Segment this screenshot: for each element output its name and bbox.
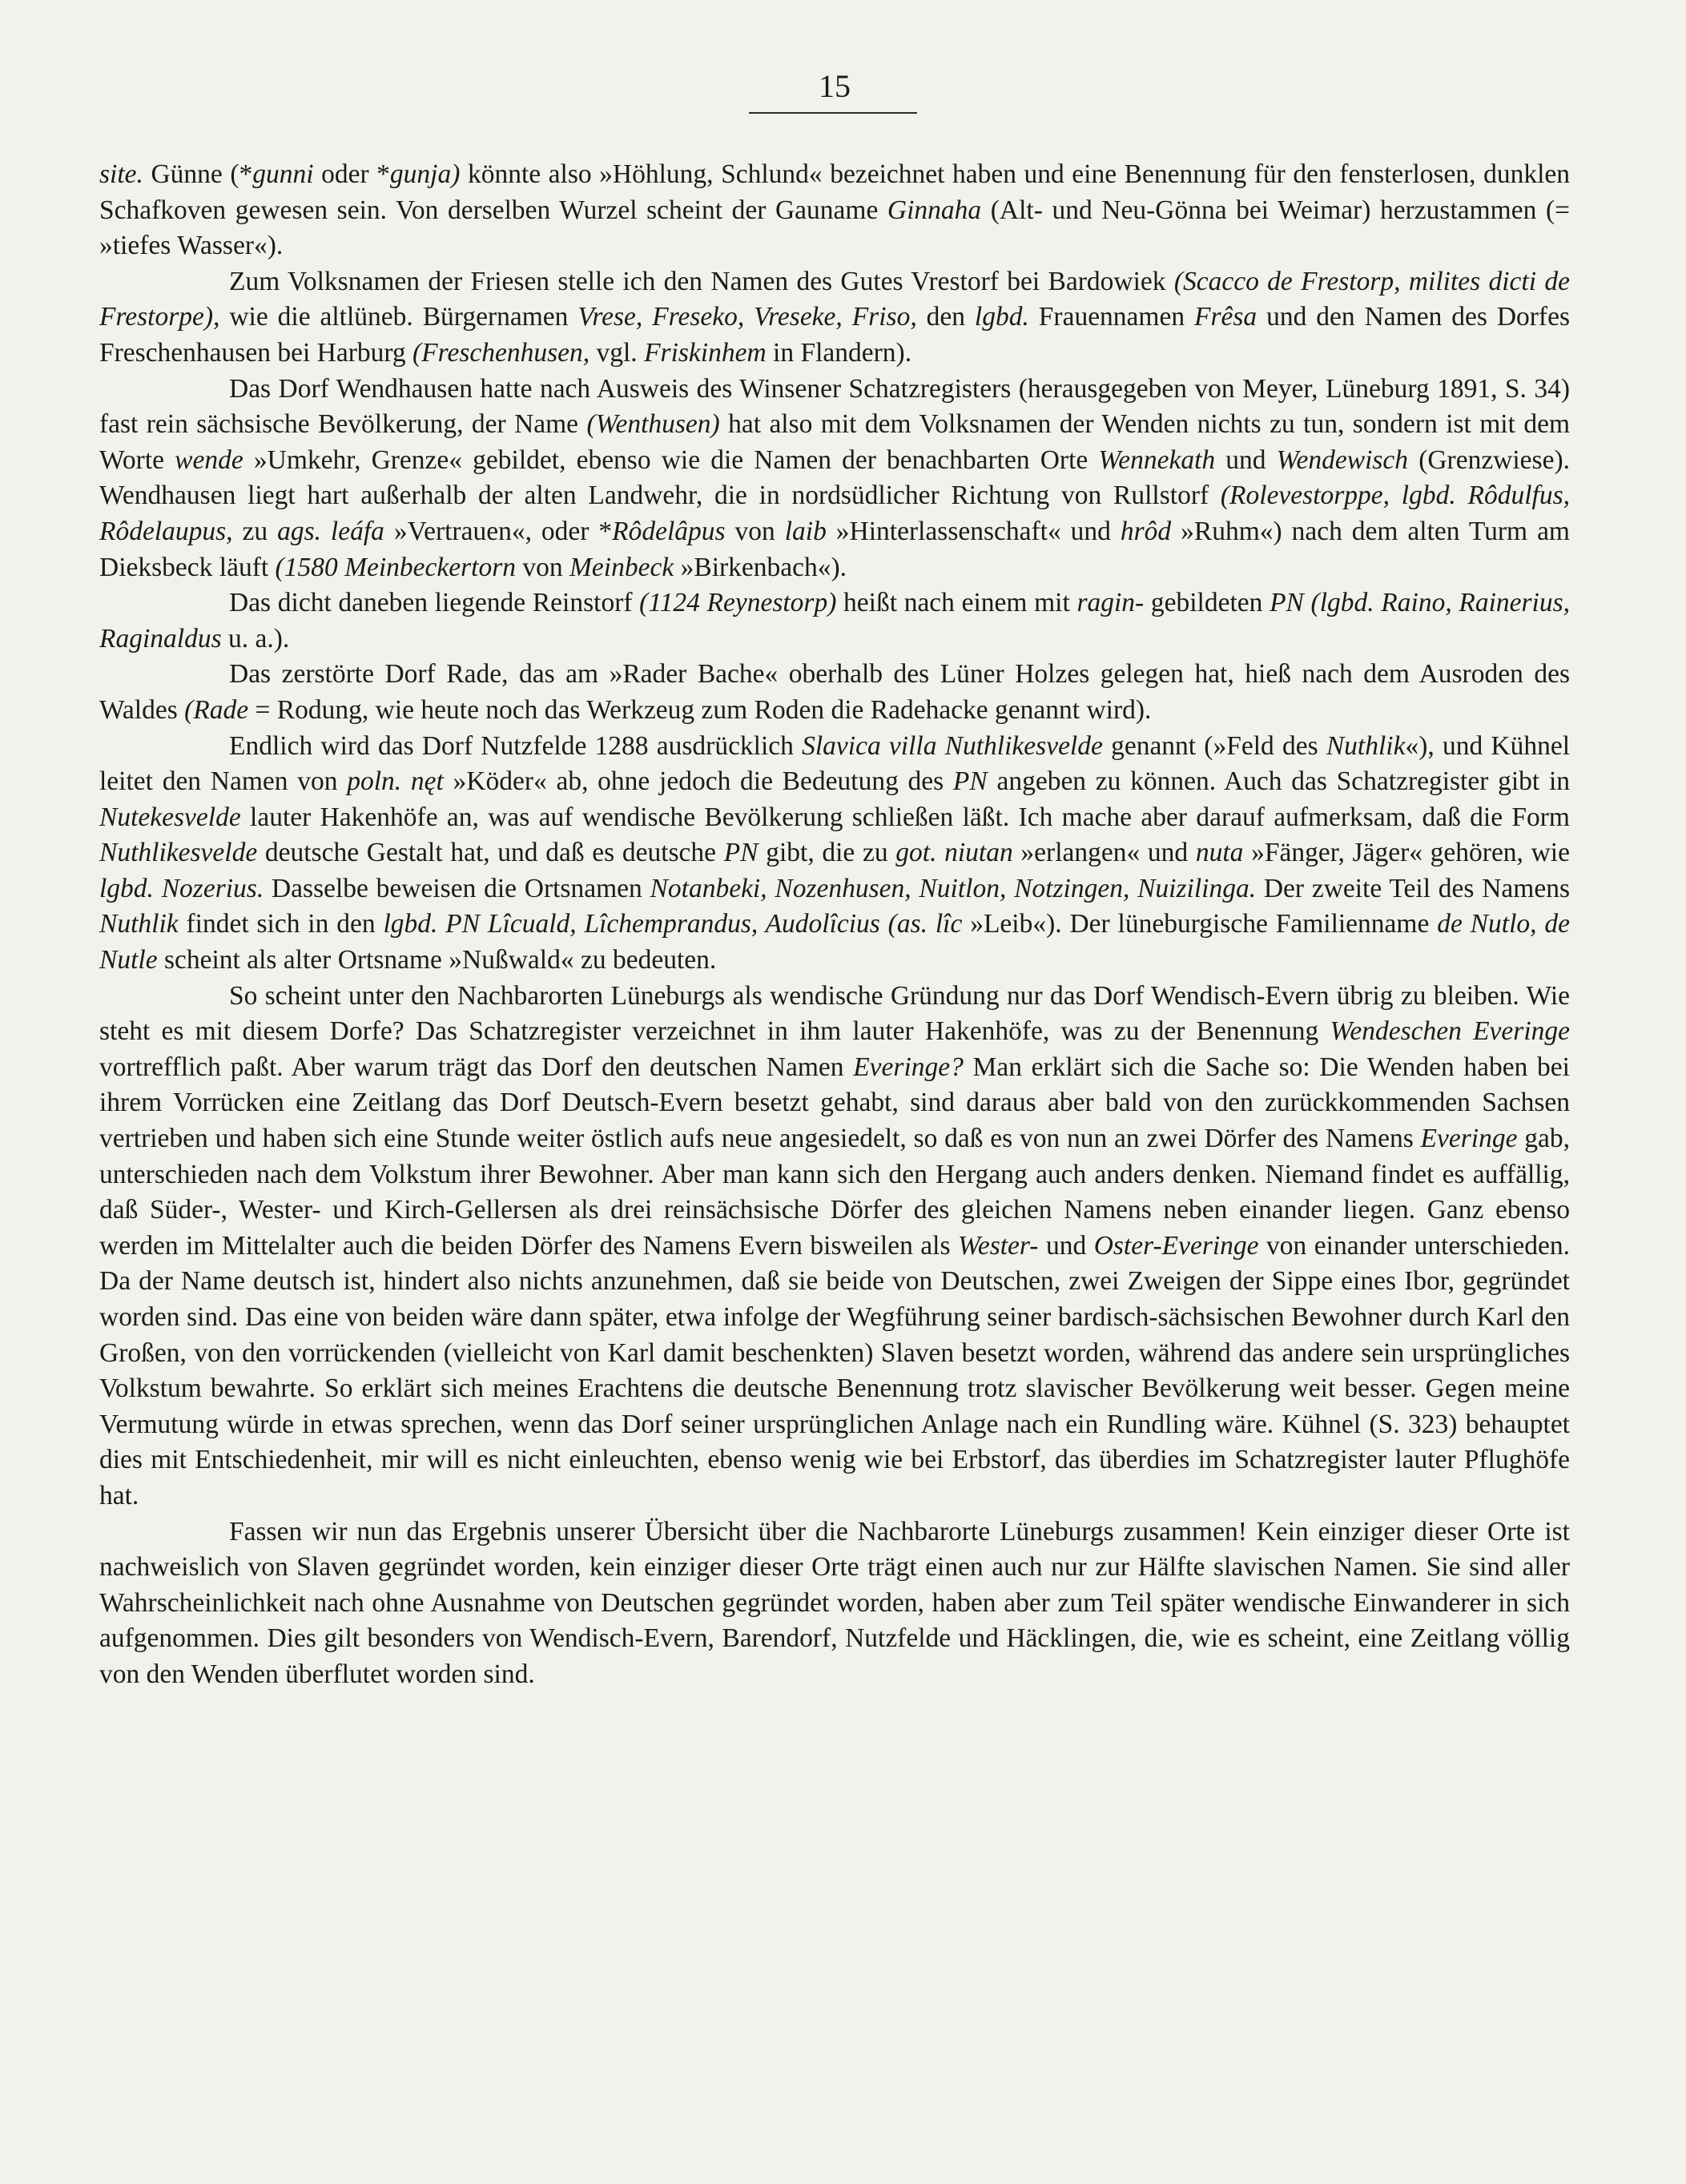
text-run: gab, unterschieden nach dem Volkstum ihrer Bewohner. Aber man kann sich den Hergang auch anders denken. Niemand findet es auffällig, daß Süder-, Wester- und Kirch-Gellersen als drei reinsächsische Dörfer des gleichen Namens neben einander liegen. Ganz ebenso werden im Mittelalter auch die beiden Dörfer des Namens Evern bisweilen als: [99, 1124, 1570, 1261]
text-run: «), und Kühnel leitet den Namen von: [99, 730, 1571, 797]
text-run: und: [1215, 444, 1277, 475]
paragraph: [99, 729, 1570, 979]
italic-term: Nutekesvelde: [99, 802, 241, 832]
paragraph: [99, 979, 1570, 1514]
text-run: wie die altlüneb. Bürgernamen: [219, 302, 578, 332]
text-run: hat also mit dem Volksnamen der Wenden nichts zu tun, sondern ist mit dem Worte: [99, 409, 1571, 475]
italic-term: lgbd.: [974, 302, 1029, 332]
italic-term: Nuthlik: [99, 909, 179, 939]
text-run: Fassen wir nun das Ergebnis unserer Übersicht über die Nachbarorte Lüneburgs zusammen! Kein einziger dieser Orte ist nachweislich von Slaven gegründet worden, kein einziger dieser Orte trägt einen auch nur zur Hälfte slavischen Namen. Sie sind aller Wahrscheinlichkeit nach ohne Ausnahme von Deutschen gegründet worden, haben aber zum Teil später wendische Einwanderer in sich aufgenommen. Dies gilt besonders von Wendisch-Evern, Barendorf, Nutzfelde und Häcklingen, die, wie es scheint, eine Zeitlang völlig von den Wenden überflutet worden sind.: [99, 1516, 1570, 1689]
italic-term: PN: [723, 838, 758, 868]
text-run: von: [516, 552, 570, 582]
italic-term: nuta: [1195, 838, 1244, 868]
italic-term: Frêsa: [1194, 302, 1257, 332]
italic-term: (Wenthusen): [586, 409, 720, 440]
italic-term: Wester-: [958, 1230, 1039, 1261]
text-run: »Hinterlassenschaft« und: [826, 516, 1121, 546]
text-run: »Fänger, Jäger« gehören, wie: [1243, 838, 1570, 868]
text-run: Dasselbe beweisen die Ortsnamen: [264, 873, 650, 903]
text-run: vgl.: [589, 337, 645, 368]
italic-term: PN (lgbd. Raino, Rainerius, Raginaldus: [99, 588, 1571, 654]
text-run: gibt, die zu: [758, 838, 896, 868]
text-run: Das zerstörte Dorf Rade, das am »Rader Bache« oberhalb des Lüner Holzes gelegen hat, hieß nach dem Ausroden des Waldes: [99, 659, 1570, 725]
text-run: von: [725, 516, 785, 546]
text-run: Frauennamen: [1028, 302, 1195, 332]
text-run: Man erklärt sich die Sache so: Die Wenden haben bei ihrem Vorrücken eine Zeitlang das Dorf Deutsch-Evern besetzt gehabt, sind daraus aber bald von den zurückkommenden Sachsen vertrieben und haben sich eine Stunde weiter östlich aufs neue angesiedelt, so daß es von nun an zwei Dörfer des Namens: [99, 1052, 1570, 1154]
italic-term: lgbd. Nozerius.: [99, 873, 264, 903]
italic-term: Everinge?: [853, 1052, 964, 1082]
text-run: von einander unterschieden. Da der Name deutsch ist, hindert also nichts anzunehmen, daß sie beide von Deutschen, zwei Zweigen der Sippe eines Ibor, gegründet worden sind. Das eine von beiden wäre dann später, etwa infolge der Wegführung seiner bardisch-sächsischen Bewohner durch Karl den Großen, von den vorrückenden (vielleicht von Karl damit beschenkten) Slaven besetzt worden, während das andere sein ursprüngliches Volkstum bewahrte. So erklärt sich meines Erachtens die deutsche Benennung trotz slavischer Bevölkerung weit besser. Gegen meine Vermutung würde in etwas sprechen, wenn das Dorf seiner ursprünglichen Anlage nach ein Rundling wäre. Kühnel (S. 323) behauptet dies mit Entschiedenheit, mir will es nicht einleuchten, ebenso wenig wie bei Erbstorf, das überdies im Schatzregister lauter Pflughöfe hat.: [99, 1230, 1571, 1510]
italic-term: laib: [784, 516, 827, 546]
italic-term: (1580 Meinbeckertorn: [275, 552, 517, 582]
text-run: heißt nach einem mit: [836, 588, 1077, 618]
text-run: scheint als alter Ortsname »Nußwald« zu bedeuten.: [157, 945, 717, 975]
text-run: Das Dorf Wendhausen hatte nach Ausweis des Winsener Schatzregisters (herausgegeben von Meyer, Lüneburg 1891, S. 34) fast rein sächsische Bevölkerung, der Name: [99, 373, 1570, 440]
text-run: (Grenzwiese). Wendhausen liegt hart außerhalb der alten Landwehr, die in nordsüdlicher Richtung von Rullstorf: [99, 444, 1570, 511]
text-run: »Köder« ab, ohne jedoch die Bedeutung des: [443, 766, 953, 797]
text-run: So scheint unter den Nachbarorten Lüneburgs als wendische Gründung nur das Dorf Wendisch-Evern übrig zu bleiben. Wie steht es mit diesem Dorfe? Das Schatzregister verzeichnet in ihm lauter Hakenhöfe, was zu der Benennung: [99, 980, 1570, 1047]
text-run: »Ruhm«) nach dem alten Turm am Dieksbeck läuft: [99, 516, 1570, 582]
body-text: [99, 157, 1570, 1693]
italic-term: Vrese, Freseko, Vreseke, Friso,: [577, 302, 917, 332]
text-run: deutsche Gestalt hat, und daß es deutsche: [257, 838, 724, 868]
italic-term: (Freschenhusen,: [412, 337, 590, 368]
italic-term: poln. nęt: [347, 766, 444, 797]
italic-term: Ginnaha: [887, 195, 982, 225]
text-run: lauter Hakenhöfe an, was auf wendische Bevölkerung schließen läßt. Ich mache aber darauf aufmerksam, daß die Form: [240, 802, 1570, 832]
text-run: findet sich in den: [178, 909, 384, 939]
italic-term: Nuthlikesvelde: [99, 838, 258, 868]
italic-term: (Rade: [184, 694, 249, 725]
italic-term: Notanbeki, Nozenhusen, Nuitlon, Notzingen, Nuizilinga.: [650, 873, 1257, 903]
text-run: in Flandern).: [766, 337, 912, 368]
text-run: Zum Volksnamen der Friesen stelle ich den Namen des Gutes Vrestorf bei Bardowiek: [229, 266, 1174, 296]
text-run: »Leib«). Der lüneburgische Familienname: [962, 909, 1438, 939]
italic-term: Nuthlik: [1326, 730, 1406, 761]
paragraph: [99, 157, 1570, 264]
text-run: »erlangen« und: [1012, 838, 1196, 868]
italic-term: Wendewisch: [1276, 444, 1409, 475]
text-run: angeben zu können. Auch das Schatzregister gibt in: [987, 766, 1571, 797]
paragraph: [99, 264, 1570, 372]
paragraph: [99, 585, 1570, 657]
text-run: vortrefflich paßt. Aber warum trägt das Dorf den deutschen Namen: [99, 1052, 854, 1082]
italic-term: ags. leáfa: [277, 516, 384, 546]
italic-term: Rôdelâpus: [612, 516, 726, 546]
text-run: »Vertrauen«, oder *: [384, 516, 613, 546]
text-run: »Umkehr, Grenze« gebildet, ebenso wie die Namen der benachbarten Orte: [243, 444, 1099, 475]
text-run: den: [916, 302, 975, 332]
italic-term: Wennekath: [1098, 444, 1216, 475]
text-run: gebildeten: [1144, 588, 1270, 618]
italic-term: Oster-Everinge: [1093, 1230, 1259, 1261]
text-run: oder *: [313, 159, 390, 189]
italic-term: got. niutan: [895, 838, 1013, 868]
text-run: Endlich wird das Dorf Nutzfelde 1288 ausdrücklich: [229, 730, 803, 761]
italic-term: Friskinhem: [644, 337, 767, 368]
italic-term: Everinge: [1420, 1124, 1518, 1154]
text-run: Günne (*: [143, 159, 253, 189]
text-run: Das dicht daneben liegende Reinstorf: [229, 588, 640, 618]
italic-term: lgbd. PN Lîcuald, Lîchemprandus, Audolîcius (as. lîc: [383, 909, 963, 939]
paragraph: [99, 372, 1570, 586]
text-run: könnte also »Höhlung, Schlund« bezeichnet haben und eine Benennung für den fensterlosen, dunklen Schafkoven gewesen sein. Von derselben Wurzel scheint der Gauname: [99, 159, 1571, 225]
italic-term: gunja): [389, 159, 461, 189]
paragraph: [99, 1514, 1570, 1693]
italic-term: PN: [952, 766, 988, 797]
italic-term: hrôd: [1120, 516, 1172, 546]
text-run: Der zweite Teil des Namens: [1256, 873, 1570, 903]
italic-term: Wendeschen Everinge: [1330, 1016, 1570, 1047]
italic-term: de Nutlo, de Nutle: [99, 909, 1570, 975]
text-run: und den Namen des Dorfes Freschenhausen bei Harburg: [99, 302, 1570, 368]
page-number: 15: [819, 68, 851, 104]
italic-term: ragin-: [1076, 588, 1145, 618]
italic-term: Slavica villa Nuthlikesvelde: [802, 730, 1103, 761]
text-run: genannt (»Feld des: [1102, 730, 1326, 761]
italic-term: wende: [175, 444, 243, 475]
text-run: = Rodung, wie heute noch das Werkzeug zum Roden die Radehacke genannt wird).: [248, 694, 1152, 725]
text-run: zu: [232, 516, 278, 546]
italic-term: (1124 Reynestorp): [639, 588, 837, 618]
paragraph: [99, 657, 1570, 728]
italic-term: (Rolevestorppe, lgbd. Rôdulfus, Rôdelaupus,: [99, 481, 1570, 546]
text-run: u. a.).: [221, 623, 290, 654]
italic-term: Meinbeck: [569, 552, 674, 582]
text-run: (Alt- und Neu-Gönna bei Weimar) herzustammen (= »tiefes Wasser«).: [99, 195, 1570, 261]
italic-term: (Scacco de Frestorp, milites dicti de Frestorpe),: [99, 266, 1570, 332]
text-run: »Birkenbach«).: [674, 552, 847, 582]
text-run: und: [1038, 1230, 1094, 1261]
header-rule: [749, 112, 917, 114]
italic-term: gunni: [252, 159, 314, 189]
italic-term: site.: [99, 159, 143, 189]
